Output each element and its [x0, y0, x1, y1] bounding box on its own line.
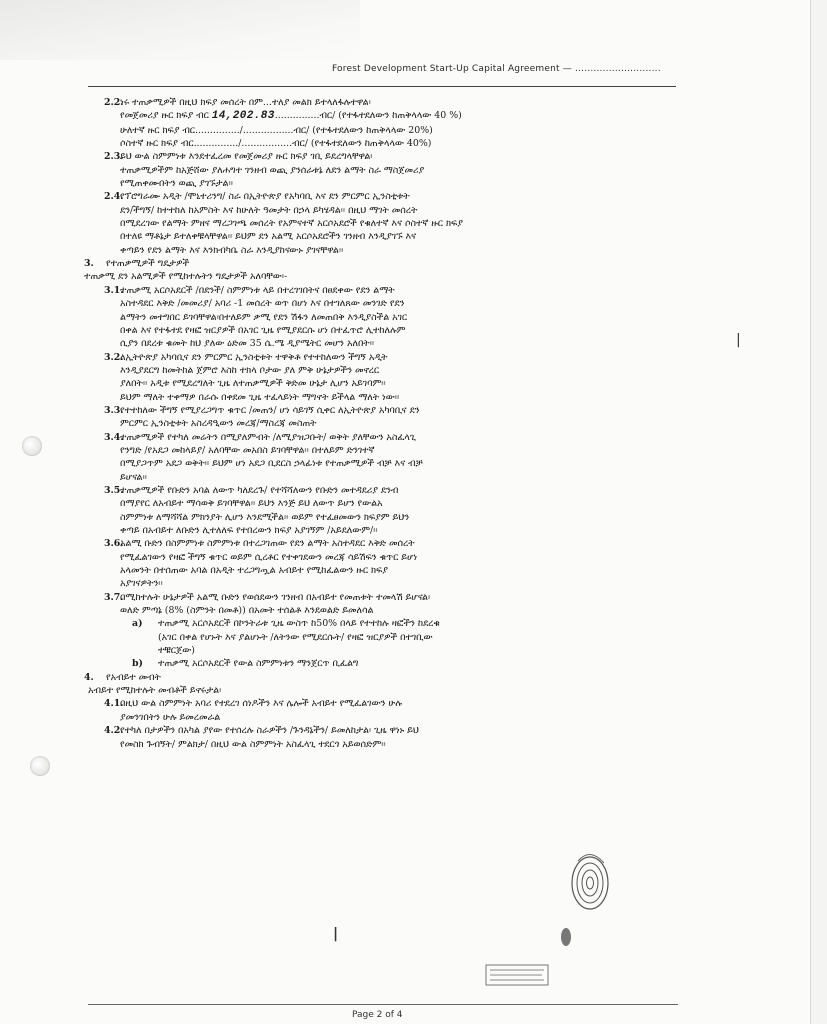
section-4: [84, 671, 682, 684]
clause-line: ተጠቃሚ አርሶአደርች የውል ስምምነቱን ማንጀርጥ ቢፈልግ: [158, 658, 359, 670]
clause-line: የተተከለው ችግኝ የሚያረጋግጥ ቁጥር /መጠን/ ሆነ ሳይገኝ ሲቀር ለኢትዮጵያ አካባቢና ደን: [120, 404, 420, 416]
clause-line: ይህ ውል ስምምነቱ እንደተፈረመ የመጀመሪያ ዙር ክፍያ ገቢ ይደረግላቸዋል፡: [120, 151, 373, 163]
clause-number: 3.3.: [104, 404, 124, 416]
clause-number: 3.7.: [104, 591, 124, 603]
clause-line: ሶስተኛ ዙር ክፍያ ብር.............../.................ብር/ (የተፋተደለውን ከጠቅላላው 40%): [120, 138, 432, 150]
clause-line: ተጠቃሚዎች የቡድን አባል ለውጥ ካለደረጉ/ የተሻሻለውን የቡድን መተዳደሪያ ደንብ: [120, 484, 399, 496]
margin-tick-mark: |: [333, 926, 339, 942]
clause-number: 4.1.: [104, 698, 124, 710]
agreement-body: [84, 96, 682, 751]
clause-line: የመስክ ጉብኝት/ ምልክታ/ በዚህ ውል ስምምነት አስፈላጊ ተደርጎ አይወሰድም፡፡: [120, 738, 386, 750]
clause-3-7-b: [84, 657, 682, 670]
clause-4-2: [84, 724, 682, 751]
clause-line: ቀጣይን የደን ልማት እና እንክብካቤ ስራ እንዲያከናውኑ ያገናቸዋል፡፡: [120, 244, 344, 256]
clause-line: ነሩ ተጠቃሚዎች በዚህ ክፍያ መሰረት በም...ተለያ መልክ ይተላለፋሉተዋል፡: [120, 97, 371, 108]
margin-tick-mark: |: [736, 332, 741, 348]
section-title: የአብይተ መብት: [106, 671, 161, 683]
clause-line: በቀል እና የተፋተደ የዛፎ ዝርያዎች በአገር ጊዜ የሚያደርሱ ሆነ በተፈጥሮ ሊተከለሉም: [120, 324, 406, 336]
clause-line: (አገር በቀል የሆኑት እና ያልሆኑት /ለትንው የሚደርሱት/ የዛፎ ዝርያዎች በተገቢው: [158, 631, 433, 643]
clause-line: ይሆናል፡፡: [120, 471, 147, 483]
clause-line: ተቹርጀው): [158, 645, 195, 657]
clause-number: 2.4.: [104, 191, 124, 203]
clause-line: በሚያጋጥም አደጋ ወቅት፡፡ ይህም ሆነ አደጋ ቢደርስ ኃላፊነቱ የተጠቃሚዎች ብቻ እና ብቻ: [120, 458, 423, 470]
clause-line: ተጠቃሚ አርሶአደርች በኮንትራቱ ጊዜ ውስጥ ከ50% በላይ የተተከሉ ዛፎችን ከደረቁ: [158, 618, 440, 630]
clause-3-7-a: [84, 617, 682, 657]
header-rule: [88, 86, 676, 87]
clause-line: የሚጠቀሙበትን ወጪ ያገኙታል፡፡: [120, 178, 233, 190]
clause-line: በተለዩ ማቶኔታ ይተለቀቹላቸዋል፡፡ ይህም ደን አልሚ አርሶአደሮችን ገንዘብ እንዲያገኙ እና: [120, 231, 416, 243]
clause-4-1: [84, 697, 682, 724]
clause-number: 3.6.: [104, 538, 124, 550]
clause-2-2: [84, 96, 682, 150]
section-intro: ተጠቃሚ ደን አልሚዎች የሚከተሉትን ግዴታዎች አለባቸው፡-: [84, 271, 288, 283]
clause-line: ያለበት፡፡ አዲቱ የሚደረግለት ጊዜ ለተጠቃሚዎች ቅድመ ሁኔታ ሊሆን አይገባም፡፡: [120, 378, 386, 390]
clause-number: 3.5.: [104, 484, 124, 496]
clause-line: ቀጣይ በአብይተ ለቡድን ሊተለለፍ የተበረውን ክፍያ አያገኝም /አይደለውም/፡፡: [120, 525, 378, 536]
clause-number: 4.2.: [104, 725, 124, 737]
clause-3-3: [84, 404, 682, 431]
section-number: 3.: [84, 258, 94, 270]
clause-number: 3.1.: [104, 284, 124, 296]
clause-line: እንዲያደርግ ከመትከል ጀምሮ እስከ ተክላ ቦታው ያለ ምቅ ሁኔታዎችን መኖረር: [120, 364, 380, 376]
section-3-intro: [84, 270, 682, 283]
clause-number: 3.4.: [104, 431, 124, 443]
clause-line: ደን/ችግኝ/ ከተተከለ ከአምስት እና ከሁለት ዓመታት በኃላ ይካሄዳል፡፡ በዚህ ማገት መሰረት: [120, 204, 418, 216]
clause-line: ተጠቃሚ አርሶአደርች /በደንች/ ስምምነቱ ላይ በተረገገበትና በፀደቀው የደን ልማት: [120, 284, 395, 296]
first-installment-label: የመጀመሪያ ዙር ክፍያ ብር: [120, 110, 209, 122]
document-header: Forest Development Start-Up Capital Agreement — ............................: [332, 64, 661, 74]
sub-item-label: a): [132, 618, 143, 630]
section-3: [84, 257, 682, 270]
clause-line: አልሚ ቡድን በስምምነቱ ስምምነቱ በተረጋገጠው የደን ልማት አስተዳደር እቅድ መሰረት: [120, 538, 415, 550]
clause-3-4: [84, 431, 682, 484]
clause-line: የፕሮግራሙ አዲት /ሞኒተሪንግ/ ስራ በኢትዮጵያ የአካባቢ እና ደን ምርምር ኢንስቲቱት: [120, 191, 410, 203]
clause-line: ስምምነቱ ለማሻሻል ምክንያት ሊሆን እንደሚችል፡፡ ወይም የተፈፀመውን ክፍያም ይህን: [120, 511, 410, 523]
clause-3-1: [84, 284, 682, 351]
clause-3-5: [84, 484, 682, 537]
punch-hole-top: [22, 436, 42, 456]
clause-line: በሚደረገው የልማት ምዘና ማረጋገጫ መሰረት የአምናተኛ አርሶአደሮች የቁለተኛ እና ሶስተኛ ዙር ክፍያ: [120, 218, 463, 230]
clause-line: ምርምር ኢንስቲቱት አስረዳዒውን መረጃ/ማስረጃ መስጠት: [120, 418, 317, 430]
clause-line: የተካለ በታዎችን በአካል ያየው የተሰረሉ ስራዎችን /ጉንዳኔችን/ ይመለከታል፡ ጊዜ ዋነኑ ይህ: [120, 725, 419, 737]
section-title: የተጠቃሚዎች ግዴታዎች: [106, 258, 190, 270]
clause-line: አላመንት በተሰጠው አባል በአዲት ተረጋግጧል አብይተ የሚከፈልውን ዙር ክፍያ: [120, 565, 388, 577]
clause-line: የሚፈልገውን የዛፎ ችግኝ ቁጥር ወይም ሲረቶር የተቀገደውን መረጃ ሳይሽፍን ቁጥር ይሆነ: [120, 551, 418, 563]
clause-line: ሲያን በደረቱ ቁመት ከህ ያለው ዕድመ 35 ሴ.ሜ ዲያሜትር መሆን አለበት፡፡: [120, 338, 375, 350]
handwritten-amount: 14,202.83: [211, 110, 275, 123]
clause-line: በዚህ ውል ስምምነት አባሪ የተደረገ ሰነዶችን እና ሌሎች አብይተ የሚፈልገውን ሁሉ: [120, 698, 402, 710]
section-intro: አብይተ የሚከተሉት መብቶች ይኖሩታል፡: [88, 685, 222, 697]
clause-line: የንግድ /የአደጋ መከላይያ/ አለባቸው መአበስ ይገባቸዋል፡፡ በተለይም ድንገተኛ: [120, 444, 375, 456]
clause-number: 2.2.: [104, 97, 124, 108]
punch-hole-bottom: [30, 756, 50, 776]
clause-line: ያመንገበትን ሁሉ ይመረመራል: [120, 711, 221, 723]
clause-line: አያገናዎትን፡፡: [120, 578, 163, 590]
section-number: 4.: [84, 671, 94, 683]
clause-line: ተጠቃሚዎች የተካለ መሬትን በሚያለምብት /ለሚያዝጋቡት/ ወቅት ያለቸውን አስፈላጊ: [120, 431, 416, 443]
page-fold-shadow: [0, 0, 360, 60]
clause-line: አስተዳደር እቅድ /መመሪያ/ አባሪ -1 መሰረት ወጥ በሆነ እና በተገለጸው መንገድ የደን: [120, 298, 405, 310]
clause-3-2: [84, 351, 682, 404]
clause-line: በሚከተሉት ሁኔታዎች አልሚ ቡድን የወሰደውን ገንዘብ በአብይተ የመጠቱት ተመላሽ ይሆናል፡: [120, 591, 431, 603]
ink-stamp-mark: [484, 963, 550, 987]
page-number: Page 2 of 4: [352, 1010, 403, 1020]
clause-3-6: [84, 537, 682, 590]
clause-line: [120, 109, 682, 123]
clause-line: ተጠቃሚዎችም ከአጅሸው ያለሐግተ ገንዘብ ወጪ ያንሰራቱኔ ለደን ልማት ስራ ማስጀመሪያ: [120, 164, 425, 176]
clause-line: ወለድ ምጣኔ (8% (ስምንት በመቶ)) በአመት ተሰልቶ እንደወልድ ይመለሳል: [120, 605, 374, 617]
clause-line: ይህም ማለት ተቀማዎ በራሱ በቀደመ ጊዜ ተፈላይነት ማግኖት ይችላል ማለት ነው፡፡: [120, 391, 400, 403]
clause-2-4: [84, 190, 682, 257]
clause-line: ልማትን መተግበር ይገባቸዋል፡በተለይም ቃሚ የደን ሽፋን ለመጠበቅ እንዲያስችል አገር: [120, 311, 408, 323]
clause-number: 2.3.: [104, 151, 124, 163]
footer-rule: [88, 1004, 678, 1005]
sub-item-label: b): [132, 658, 143, 670]
clause-number: 3.2.: [104, 351, 124, 363]
clause-2-3: [84, 150, 682, 190]
fingerprint-mark: [560, 845, 620, 955]
clause-3-7: [84, 591, 682, 618]
clause-line: ለኢትዮጵያ አካባቢና ደን ምርምር ኢንስቲቱት ተዋቅቶ የተተከለውን ችግኝ አዲት: [120, 351, 388, 363]
clause-line: በማያየር ለአብይተ ማሳወቅ ይገባቸዋል፡፡ ይህን እንጅ ይህ ለውጥ ይሆን የውልአ: [120, 498, 383, 510]
clause-line: ሁለተኛ ዙር ክፍያ ብር.............../.................ብር/ (የተፋተደለውን ከጠቅላላው 20%): [120, 124, 433, 136]
section-4-intro: [84, 684, 682, 697]
first-installment-suffix: ...............ብር/ (የተፋተደለውን ከጠቅላላው 40 %): [274, 110, 462, 122]
